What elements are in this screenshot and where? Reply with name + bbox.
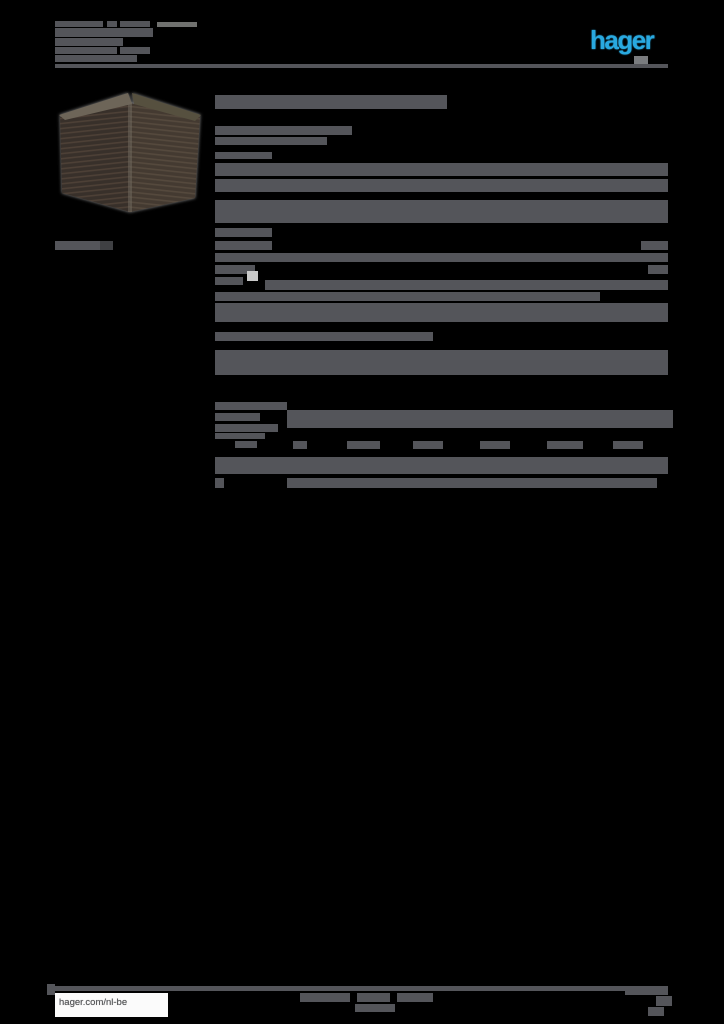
header-text-bar [107,21,117,27]
table-row-bar [287,478,657,488]
dash-bar [293,441,307,449]
website-box [55,993,168,1017]
dash-bar [547,441,583,449]
table-label-bar [215,413,260,421]
product-image [57,90,203,220]
footer-text-bar [300,993,350,1002]
hager-logo: hager [590,25,654,55]
header-text-bar [55,38,123,46]
dash-bar [413,441,443,449]
table-value-bar [641,241,668,250]
table-label-bar [215,433,265,439]
table-label-bar [235,441,257,448]
header-text-bar [55,21,103,27]
paragraph-bar [215,179,668,192]
table-label-bar [215,478,224,488]
footer-page-bar [648,1007,664,1016]
table-row-bar [215,292,600,301]
table-label-bar [215,241,272,250]
dash-bar [613,441,643,449]
table-label-bar [215,277,243,285]
footer-page-bar [625,986,668,995]
page-title-bar [215,95,447,109]
footer-text-bar [357,993,390,1002]
table-checkbox-mark [247,271,258,281]
table-row-bar [265,280,668,290]
logo-descender-bar [634,56,648,64]
header-text-bar [120,21,150,27]
subtitle-bar [215,137,327,145]
table-row-bar [215,253,668,262]
corner-ridge-highlight [128,102,132,212]
table-value-bar [648,265,668,274]
table-row-bar [287,410,673,428]
header-rule [55,64,668,68]
table-label-bar [215,424,278,432]
header-text-bar [55,28,153,37]
header-text-bar [55,47,117,54]
section-heading-bar [215,228,272,237]
dash-bar [347,441,380,449]
paragraph-bar [215,200,668,223]
website-url[interactable]: hager.com/nl-be [59,997,128,1008]
corner-left-face [60,103,130,212]
paragraph-bar [215,163,668,176]
header-text-bar [157,22,197,27]
subtitle-bar [215,126,352,135]
paragraph-bar [215,303,668,322]
footer-rule-stub [47,984,55,995]
table-row-bar [215,457,668,474]
header-text-bar [120,47,150,54]
footer-text-bar [355,1004,395,1012]
image-caption-tip [100,241,113,250]
paragraph-bar [215,350,668,375]
corner-piece-drawing [57,90,203,220]
footer-page-bar [656,996,672,1006]
header-text-bar [55,55,137,62]
footer-rule [55,986,668,991]
section-heading-bar [215,402,287,410]
section-heading-bar [215,152,272,159]
dash-bar [480,441,510,449]
footer-text-bar [397,993,433,1002]
paragraph-bar [215,332,433,341]
